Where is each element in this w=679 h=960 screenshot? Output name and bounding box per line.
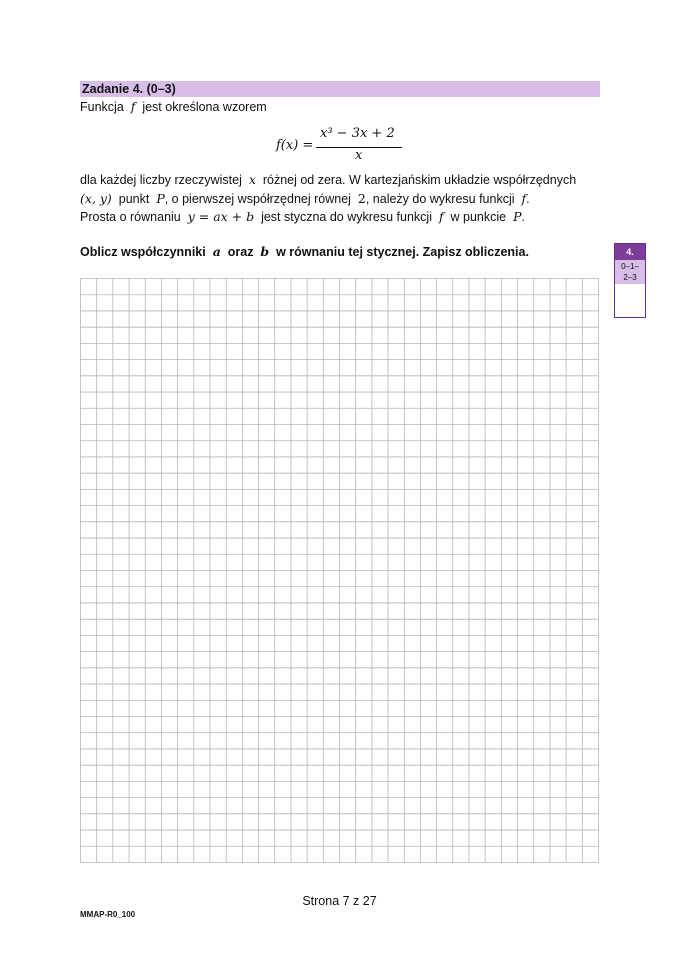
- score-task-number: 4.: [615, 244, 645, 260]
- text-segment: , należy do wykresu funkcji: [365, 192, 515, 206]
- text-segment: dla każdej liczby rzeczywistej: [80, 173, 242, 187]
- text-segment: punkt: [118, 192, 150, 206]
- text-segment: .: [526, 192, 530, 206]
- math-f: f: [521, 191, 527, 206]
- text-segment: jest określona wzorem: [142, 100, 267, 114]
- math-P: P: [513, 209, 522, 224]
- score-options-line-2: 2–3: [623, 273, 637, 282]
- math-xy: (x, y): [80, 191, 112, 206]
- score-box: [614, 243, 646, 318]
- math-b: b: [260, 244, 270, 259]
- task-line-2: [80, 171, 576, 189]
- task-title: Zadanie 4. (0–3): [80, 81, 600, 97]
- text-segment: Funkcja: [80, 100, 124, 114]
- math-line-equation: y = ax + b: [187, 209, 255, 224]
- exam-code: MMAP-R0_100: [80, 910, 136, 919]
- text-segment: jest styczna do wykresu funkcji: [261, 210, 432, 224]
- formula-denominator: x: [355, 148, 363, 163]
- math-f: f: [438, 209, 444, 224]
- text-segment: różnej od zera. W kartezjańskim układzie współrzędnych: [262, 173, 577, 187]
- text-segment: Oblicz współczynniki: [80, 245, 206, 259]
- math-f: f: [130, 99, 136, 114]
- math-2: 2: [357, 191, 366, 206]
- formula-numerator: x³ − 3x + 2: [320, 126, 395, 141]
- page-number: Strona 7 z 27: [302, 894, 377, 908]
- text-segment: , o pierwszej współrzędnej równej: [164, 192, 351, 206]
- formula-lhs: f(x) =: [276, 138, 314, 153]
- score-options: [615, 260, 645, 284]
- math-x: x: [248, 172, 256, 187]
- text-segment: oraz: [227, 245, 254, 259]
- score-entry-field[interactable]: [615, 284, 645, 317]
- text-segment: .: [521, 210, 525, 224]
- answer-grid[interactable]: [80, 278, 599, 863]
- math-a: a: [212, 244, 221, 259]
- text-segment: Prosta o równaniu: [80, 210, 181, 224]
- task-line-3: [80, 190, 530, 208]
- task-instruction: [80, 243, 529, 261]
- text-segment: w punkcie: [450, 210, 507, 224]
- task-line-4: [80, 208, 525, 226]
- score-options-line-1: 0–1–: [621, 262, 639, 271]
- task-line-1: [80, 98, 267, 116]
- math-P: P: [156, 191, 165, 206]
- text-segment: w równaniu tej stycznej. Zapisz obliczenia.: [276, 245, 529, 259]
